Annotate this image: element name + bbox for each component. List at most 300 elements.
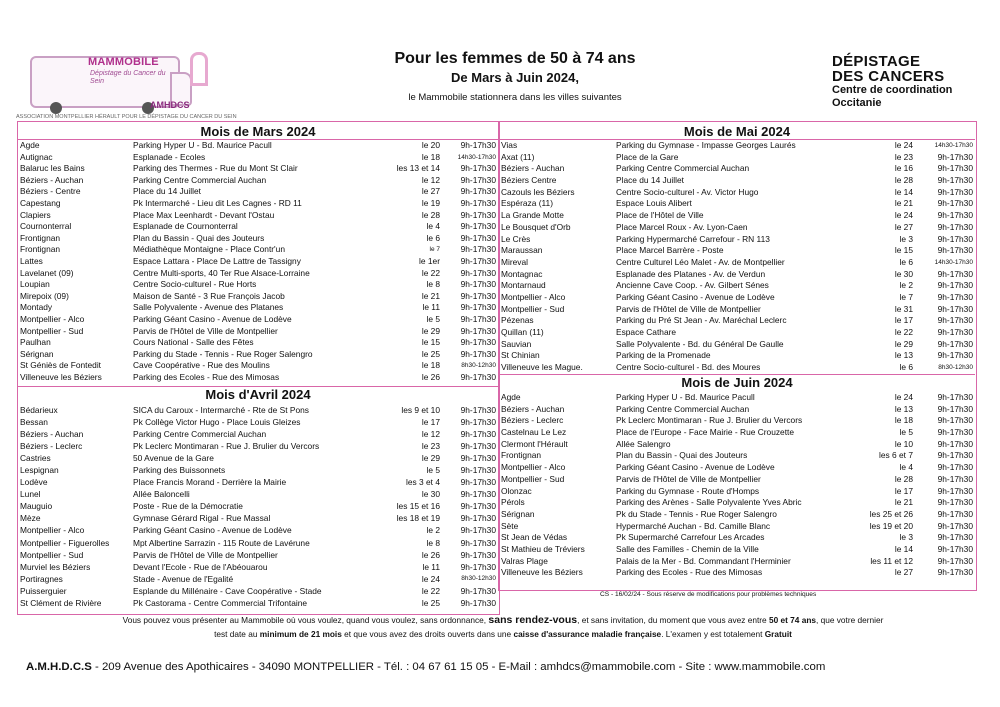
- cell-city: Lavelanet (09): [20, 267, 74, 278]
- cell-hours: 9h-17h30: [460, 290, 496, 301]
- cell-location: Place de l'Europe - Face Mairie - Rue Crouzette: [616, 427, 795, 438]
- cell-hours: 9h-17h30: [937, 473, 973, 484]
- cell-city: Balaruc les Bains: [20, 163, 85, 174]
- cell-location: Esplanade - Ecoles: [133, 151, 206, 162]
- cell-hours: 9h-17h30: [460, 441, 496, 452]
- cell-city: Loupian: [20, 279, 50, 290]
- cell-city: Montpellier - Sud: [20, 325, 84, 336]
- cell-location: Place Marcel Roux - Av. Lyon-Caen: [616, 221, 748, 232]
- cell-hours: 9h-17h30: [460, 453, 496, 464]
- cell-location: Espace Louis Alibert: [616, 198, 692, 209]
- cell-location: Plan du Bassin - Quai des Jouteurs: [616, 450, 748, 461]
- cell-date: le 7: [429, 246, 440, 254]
- cell-hours: 9h-17h30: [937, 280, 973, 291]
- cell-date: le 30: [894, 268, 913, 279]
- cell-date: le 24: [421, 573, 440, 584]
- cell-location: Centre Socio-culturel - Rue Horts: [133, 279, 257, 290]
- cell-location: Parking de la Promenade: [616, 350, 711, 361]
- cell-hours: 9h-17h30: [460, 417, 496, 428]
- cell-hours: 8h30-12h30: [461, 574, 496, 582]
- cell-hours: 9h-17h30: [937, 233, 973, 244]
- cell-hours: 9h-17h30: [460, 537, 496, 548]
- revision-note: CS - 16/02/24 - Sous réserve de modifications pour problèmes techniques: [600, 591, 817, 598]
- cell-date: le 11: [422, 561, 440, 572]
- cell-date: le 12: [421, 429, 440, 440]
- cell-city: Montady: [20, 302, 53, 313]
- cell-date: le 18: [421, 360, 440, 371]
- info-paragraph-line-2: test date au minimum de 21 mois et que vous avez des droits ouverts dans une caisse d'assurance maladie française. L'examen y est totalement Gratuit: [214, 629, 792, 639]
- cell-city: Montpellier - Alco: [20, 313, 85, 324]
- cell-city: Agde: [501, 392, 521, 402]
- cell-date: le 2: [426, 525, 440, 536]
- cell-location: Salle Polyvalente - Bd. du Général De Gaulle: [616, 338, 784, 349]
- cell-city: Valras Plage: [501, 555, 548, 566]
- cell-hours: 14h30-17h30: [457, 153, 496, 161]
- cell-city: Pézenas: [501, 315, 534, 326]
- cell-location: Pk Supermarché Carrefour Les Arcades: [616, 532, 765, 543]
- cell-location: Parking Centre Commercial Auchan: [133, 429, 267, 440]
- cell-city: Axat (11): [501, 151, 535, 162]
- cell-location: Centre Multi-sports, 40 Ter Rue Alsace-Lorraine: [133, 267, 310, 278]
- cell-location: Parking des Buissonnets: [133, 465, 226, 476]
- cell-date: le 28: [894, 175, 913, 186]
- cell-hours: 9h-17h30: [937, 338, 973, 349]
- cell-location: Palais de la Mer - Bd. Commandant l'Herminier: [616, 555, 791, 566]
- mai-title: Mois de Mai 2024: [683, 124, 791, 139]
- cell-date: les 3 et 4: [406, 477, 440, 488]
- cell-date: le 10: [894, 438, 913, 449]
- cell-location: Pk Castorama - Centre Commercial Trifontaine: [133, 597, 308, 608]
- cell-city: La Grande Motte: [501, 210, 564, 221]
- cell-city: Cazouls les Béziers: [501, 186, 575, 197]
- cell-date: le 6: [899, 256, 913, 267]
- cell-date: le 20: [421, 140, 440, 150]
- cell-date: le 27: [894, 221, 913, 232]
- cell-date: le 24: [894, 392, 913, 402]
- cell-date: les 19 et 20: [869, 520, 913, 531]
- cell-date: le 16: [894, 163, 913, 174]
- cell-location: Parking Géant Casino - Avenue de Lodève: [133, 525, 292, 536]
- cell-hours: 9h-17h30: [460, 561, 496, 572]
- cell-hours: 9h-17h30: [460, 174, 496, 185]
- cell-location: Parking du Gymnase - Route d'Homps: [616, 485, 760, 496]
- cell-location: Espace Cathare: [616, 327, 677, 337]
- cell-location: Maison de Santé - 3 Rue François Jacob: [133, 290, 285, 301]
- cell-city: Cournonterral: [20, 221, 72, 232]
- cell-location: Place du 14 Juillet: [133, 186, 201, 197]
- brand-line-2: DES CANCERS: [832, 68, 945, 85]
- cell-hours: 9h-17h30: [460, 302, 496, 313]
- cell-location: Parking Centre Commercial Auchan: [616, 403, 750, 414]
- cell-date: le 6: [426, 232, 440, 243]
- cell-date: le 17: [894, 315, 913, 326]
- cell-date: les 11 et 12: [870, 555, 913, 566]
- cell-city: Mirepoix (09): [20, 290, 69, 301]
- cell-date: le 15: [894, 245, 913, 256]
- cell-date: le 29: [421, 325, 440, 336]
- mammobile-logo: [16, 52, 237, 124]
- cell-date: le 7: [899, 291, 913, 302]
- cell-location: Plan du Bassin - Quai des Jouteurs: [133, 232, 265, 243]
- cell-hours: 9h-17h30: [460, 140, 496, 150]
- cell-city: Castelnau Le Lez: [501, 427, 567, 438]
- cell-date: le 17: [894, 485, 913, 496]
- cell-date: le 28: [894, 473, 913, 484]
- cell-date: le 3: [899, 233, 913, 244]
- cell-hours: 9h-17h30: [937, 151, 973, 162]
- cell-city: Frontignan: [20, 232, 61, 243]
- cell-city: St Géniès de Fontedit: [20, 360, 102, 371]
- cell-date: le 26: [421, 549, 440, 560]
- cell-location: Cours National - Salle des Fêtes: [133, 337, 254, 348]
- cell-date: les 13 et 14: [396, 163, 440, 174]
- cell-city: Béziers - Leclerc: [501, 415, 564, 426]
- cell-hours: 9h-17h30: [937, 427, 973, 438]
- cell-hours: 9h-17h30: [937, 175, 973, 186]
- cell-hours: 9h-17h30: [460, 279, 496, 290]
- cell-location: Place du 14 Juillet: [616, 175, 684, 186]
- info-paragraph-line-1: Vous pouvez vous présenter au Mammobile où vous voulez, quand vous voulez, sans ordonnance, sans rendez-vous, et sans invitation, du moment que vous avez entre 50 et 74 ans, que votre dernier: [122, 614, 884, 626]
- cell-date: le 4: [426, 221, 440, 232]
- cell-hours: 9h-17h30: [937, 497, 973, 508]
- brand-line-1: DÉPISTAGE: [832, 53, 921, 70]
- cell-hours: 9h-17h30: [460, 255, 496, 266]
- mars-title: Mois de Mars 2024: [200, 124, 316, 139]
- cell-date: le 5: [899, 427, 913, 438]
- cell-location: Espace Lattara - Place De Lattre de Tassigny: [133, 255, 301, 266]
- cell-date: le 25: [421, 597, 440, 608]
- cell-date: le 25: [421, 348, 440, 359]
- cell-hours: 9h-17h30: [460, 244, 496, 255]
- cell-date: le 21: [894, 497, 913, 508]
- cell-date: le 27: [894, 567, 913, 578]
- cell-hours: 9h-17h30: [937, 163, 973, 174]
- cell-date: le 22: [421, 585, 440, 596]
- cell-city: Mèze: [20, 513, 41, 524]
- cell-hours: 9h-17h30: [937, 186, 973, 197]
- cell-location: Parking des Ecoles - Rue des Mimosas: [133, 371, 280, 382]
- cell-location: Parking Centre Commercial Auchan: [616, 163, 750, 174]
- cell-city: Lunel: [20, 489, 41, 500]
- cell-location: Parking des Ecoles - Rue des Mimosas: [616, 567, 763, 578]
- cell-city: Montpellier - Sud: [501, 303, 565, 314]
- cell-location: Parking des Thermes - Rue du Mont St Clair: [133, 163, 298, 174]
- cell-date: le 31: [894, 303, 913, 314]
- cell-hours: 9h-17h30: [937, 221, 973, 232]
- cell-hours: 14h30-17h30: [934, 258, 973, 266]
- cell-city: Bessan: [20, 417, 48, 428]
- cell-date: le 22: [894, 327, 913, 337]
- cell-city: Frontignan: [501, 450, 542, 461]
- cell-city: St Jean de Védas: [501, 532, 568, 543]
- cell-location: Salle Polyvalente - Avenue des Platanes: [133, 302, 284, 313]
- cell-city: Montpellier - Figuerolles: [20, 537, 110, 548]
- cell-date: le 29: [421, 453, 440, 464]
- cell-hours: 9h-17h30: [937, 303, 973, 314]
- cell-location: Centre Culturel Léo Malet - Av. de Montpellier: [616, 256, 785, 267]
- cell-location: Parking Hyper U - Bd. Maurice Pacull: [133, 140, 272, 150]
- cell-hours: 9h-17h30: [460, 186, 496, 197]
- cell-hours: 9h-17h30: [460, 429, 496, 440]
- cell-date: le 11: [422, 302, 440, 313]
- cell-city: Quillan (11): [501, 327, 544, 337]
- cell-hours: 9h-17h30: [460, 501, 496, 512]
- cell-hours: 9h-17h30: [937, 462, 973, 473]
- cell-hours: 9h-17h30: [937, 555, 973, 566]
- cell-city: Béziers - Auchan: [501, 403, 565, 414]
- header-title: Pour les femmes de 50 à 74 ans: [394, 50, 636, 67]
- cell-city: Béziers - Auchan: [501, 163, 565, 174]
- cell-hours: 9h-17h30: [937, 291, 973, 302]
- cell-location: Parking Hyper U - Bd. Maurice Pacull: [616, 392, 755, 402]
- cell-hours: 9h-17h30: [460, 465, 496, 476]
- cell-date: le 24: [894, 140, 913, 150]
- cell-date: le 12: [421, 174, 440, 185]
- cell-date: le 18: [894, 415, 913, 426]
- cell-date: le 29: [894, 338, 913, 349]
- cell-city: Montpellier - Sud: [501, 473, 565, 484]
- header-subtitle: le Mammobile stationnera dans les villes suivantes: [408, 92, 622, 103]
- cell-city: Mireval: [501, 256, 528, 267]
- cell-hours: 9h-17h30: [937, 508, 973, 519]
- logo-acronym: AMHDCS: [150, 100, 190, 110]
- cell-hours: 8h30-12h30: [461, 362, 496, 370]
- cell-location: Parvis de l'Hôtel de Ville de Montpellier: [133, 325, 278, 336]
- cell-location: Parking du Stade - Tennis - Rue Roger Salengro: [133, 348, 313, 359]
- cell-city: Lodève: [20, 477, 48, 488]
- cell-date: le 14: [894, 543, 913, 554]
- cell-hours: 9h-17h30: [937, 450, 973, 461]
- logo-association: ASSOCIATION MONTPELLIER HÉRAULT POUR LE DÉPISTAGE DU CANCER DU SEIN: [16, 114, 237, 120]
- cell-hours: 9h-17h30: [937, 567, 973, 578]
- cell-city: Olonzac: [501, 485, 532, 496]
- cell-date: les 15 et 16: [396, 501, 440, 512]
- left-panel: [17, 121, 500, 615]
- cell-city: Sérignan: [20, 348, 54, 359]
- right-panel: [498, 121, 977, 591]
- cell-location: Parvis de l'Hôtel de Ville de Montpellier: [133, 549, 278, 560]
- cell-date: les 6 et 7: [879, 450, 913, 461]
- cell-city: Agde: [20, 140, 40, 150]
- cell-hours: 9h-17h30: [460, 348, 496, 359]
- cell-city: Montarnaud: [501, 280, 546, 291]
- cell-date: le 18: [421, 151, 440, 162]
- cell-city: Portiragnes: [20, 573, 63, 584]
- cell-location: Stade - Avenue de l'Egalité: [133, 573, 234, 584]
- cell-date: le 24: [894, 210, 913, 221]
- footer-address: - 209 Avenue des Apothicaires - 34090 MONTPELLIER - Tél. : 04 67 61 15 05 - E-Mail : amhdcs@mammobile.com - Site : www.mammobile.com: [91, 661, 826, 673]
- cell-location: Ancienne Cave Coop. - Av. Gilbert Sénes: [616, 280, 769, 291]
- cell-hours: 9h-17h30: [937, 543, 973, 554]
- cell-hours: 9h-17h30: [937, 392, 973, 402]
- cell-city: Frontignan: [20, 244, 61, 255]
- cell-hours: 14h30-17h30: [934, 142, 973, 149]
- cell-location: Parking du Pré St Jean - Av. Maréchal Leclerc: [616, 315, 787, 326]
- cell-location: Place Max Leenhardt - Devant l'Ostau: [133, 209, 275, 220]
- cell-city: Sérignan: [501, 508, 535, 519]
- cell-city: Mauguio: [20, 501, 53, 512]
- cell-date: le 8: [426, 537, 440, 548]
- cell-city: Pérols: [501, 497, 525, 508]
- cell-city: Montpellier - Alco: [20, 525, 85, 536]
- cell-location: Allée Baloncelli: [133, 489, 190, 500]
- cell-location: Hypermarché Auchan - Bd. Camille Blanc: [616, 520, 771, 531]
- cell-hours: 9h-17h30: [937, 327, 973, 337]
- cell-location: Parking Centre Commercial Auchan: [133, 174, 267, 185]
- cell-hours: 9h-17h30: [937, 485, 973, 496]
- cell-date: le 30: [421, 489, 440, 500]
- cell-date: le 22: [421, 267, 440, 278]
- cell-date: le 21: [421, 290, 440, 301]
- cell-hours: 9h-17h30: [937, 210, 973, 221]
- cell-city: Clapiers: [20, 209, 51, 220]
- cell-city: Villeneuve les Mague.: [501, 362, 583, 373]
- cell-hours: 9h-17h30: [460, 597, 496, 608]
- cell-location: Gymnase Gérard Rigal - Rue Massal: [133, 513, 271, 524]
- cell-location: Place Marcel Barrère - Poste: [616, 245, 724, 256]
- header-period: De Mars à Juin 2024,: [451, 70, 579, 85]
- cell-date: le 23: [421, 441, 440, 452]
- cell-location: Salle des Familles - Chemin de la Ville: [616, 543, 759, 554]
- cell-location: Cave Coopérative - Rue des Moulins: [133, 360, 270, 371]
- cell-city: Paulhan: [20, 337, 51, 348]
- logo-title: MAMMOBILE: [88, 56, 159, 68]
- cell-city: Béziers - Auchan: [20, 174, 84, 185]
- cell-city: Murviel les Béziers: [20, 561, 91, 572]
- cell-date: le 5: [426, 313, 440, 324]
- cell-date: le 13: [894, 403, 913, 414]
- cell-date: le 14: [894, 186, 913, 197]
- brand-logo: [832, 54, 952, 109]
- cell-hours: 9h-17h30: [937, 315, 973, 326]
- cell-date: le 5: [426, 465, 440, 476]
- cell-city: St Clément de Rivière: [20, 597, 102, 608]
- cell-city: Montagnac: [501, 268, 543, 279]
- cell-hours: 9h-17h30: [460, 477, 496, 488]
- cell-date: les 18 et 19: [396, 513, 440, 524]
- cell-city: Autignac: [20, 151, 53, 162]
- cell-hours: 9h-17h30: [937, 403, 973, 414]
- cell-city: Bédarieux: [20, 405, 58, 415]
- cell-city: Béziers - Centre: [20, 186, 81, 197]
- juin-title: Mois de Juin 2024: [681, 375, 793, 390]
- cell-hours: 9h-17h30: [460, 371, 496, 382]
- cell-date: le 27: [421, 186, 440, 197]
- cell-city: Sauvian: [501, 338, 532, 349]
- cell-location: Parking Géant Casino - Avenue de Lodève: [616, 462, 775, 473]
- cell-location: Parking Géant Casino - Avenue de Lodève: [133, 313, 292, 324]
- cell-hours: 9h-17h30: [937, 245, 973, 256]
- cell-hours: 9h-17h30: [460, 513, 496, 524]
- cell-hours: 9h-17h30: [460, 163, 496, 174]
- cell-location: Parking du Gymnase - Impasse Georges Laurés: [616, 140, 796, 150]
- cell-city: Montpellier - Sud: [20, 549, 84, 560]
- cell-city: Lespignan: [20, 465, 59, 476]
- cell-location: Pk Intermarché - Lieu dit Les Cagnes - RD 11: [133, 197, 302, 208]
- cell-location: Esplanade de Cournonterral: [133, 221, 238, 232]
- cell-hours: 9h-17h30: [460, 267, 496, 278]
- cell-city: Vias: [501, 140, 518, 150]
- cell-hours: 9h-17h30: [937, 198, 973, 209]
- brand-line-3: Centre de coordination: [832, 84, 953, 96]
- cell-date: le 15: [421, 337, 440, 348]
- cell-hours: 9h-17h30: [460, 325, 496, 336]
- cell-hours: 9h-17h30: [460, 221, 496, 232]
- cell-hours: 9h-17h30: [460, 525, 496, 536]
- cell-hours: 9h-17h30: [937, 415, 973, 426]
- cell-location: Parking Hypermarché Carrefour - RN 113: [616, 233, 770, 244]
- cell-date: les 25 et 26: [869, 508, 913, 519]
- avril-title: Mois d'Avril 2024: [205, 387, 311, 402]
- cell-location: SICA du Caroux - Intermarché - Rte de St Pons: [133, 405, 309, 415]
- cell-city: Lattes: [20, 255, 43, 266]
- cell-date: le 3: [899, 532, 913, 543]
- cell-hours: 9h-17h30: [937, 520, 973, 531]
- cell-hours: 9h-17h30: [460, 232, 496, 243]
- cell-city: Béziers - Leclerc: [20, 441, 83, 452]
- cell-location: Mpt Albertine Sarrazin - 115 Route de Lavérune: [133, 537, 310, 548]
- cell-city: Sète: [501, 520, 519, 531]
- cell-city: Castries: [20, 453, 51, 464]
- footer-org: A.M.H.D.C.S: [26, 661, 92, 673]
- cell-location: Allée Salengro: [616, 438, 671, 449]
- cell-hours: 9h-17h30: [460, 209, 496, 220]
- cell-city: Béziers - Auchan: [20, 429, 84, 440]
- cell-city: Montpellier - Alco: [501, 462, 566, 473]
- cell-date: le 1er: [419, 255, 440, 266]
- no-appointment-text: sans rendez-vous: [488, 614, 578, 626]
- cell-location: Pk Leclerc Montimaran - Rue J. Brulier du Vercors: [616, 415, 803, 426]
- cell-date: le 26: [421, 371, 440, 382]
- cell-location: Parking Géant Casino - Avenue de Lodève: [616, 291, 775, 302]
- cell-location: Place Francis Morand - Derrière la Mairie: [133, 477, 287, 488]
- cell-hours: 9h-17h30: [937, 268, 973, 279]
- cell-date: le 28: [421, 209, 440, 220]
- cell-hours: 9h-17h30: [460, 489, 496, 500]
- cell-city: Villeneuve les Béziers: [20, 371, 102, 382]
- cell-location: Pk Leclerc Montimaran - Rue J. Brulier du Vercors: [133, 441, 320, 452]
- cell-hours: 9h-17h30: [937, 438, 973, 449]
- cell-location: Place de la Gare: [616, 151, 679, 162]
- cell-city: St Mathieu de Tréviers: [501, 543, 585, 554]
- cell-location: Parvis de l'Hôtel de Ville de Montpellier: [616, 473, 761, 484]
- cell-location: Pk du Stade - Tennis - Rue Roger Salengro: [616, 508, 777, 519]
- cell-location: 50 Avenue de la Gare: [133, 453, 214, 464]
- cell-city: Villeneuve les Béziers: [501, 567, 583, 578]
- cell-location: Parvis de l'Hôtel de Ville de Montpellier: [616, 303, 761, 314]
- cell-location: Parking des Arènes - Salle Polyvalente Yves Abric: [616, 497, 802, 508]
- cell-location: Pk Collège Victor Hugo - Place Louis Gleizes: [133, 417, 301, 428]
- cell-location: Centre Socio-culturel - Bd. des Moures: [616, 362, 761, 373]
- cell-city: Le Bousquet d'Orb: [501, 221, 571, 232]
- cell-date: le 8: [426, 279, 440, 290]
- cell-hours: 9h-17h30: [937, 350, 973, 361]
- cell-location: Place de l'Hôtel de Ville: [616, 210, 704, 221]
- cell-date: le 4: [899, 462, 913, 473]
- cell-hours: 9h-17h30: [460, 197, 496, 208]
- cell-city: Espéraza (11): [501, 198, 553, 209]
- cell-date: le 6: [899, 362, 913, 373]
- cell-hours: 9h-17h30: [460, 585, 496, 596]
- cell-city: Capestang: [20, 197, 61, 208]
- cell-city: Montpellier - Alco: [501, 291, 566, 302]
- brand-line-4: Occitanie: [832, 97, 882, 109]
- cell-date: le 23: [894, 151, 913, 162]
- cell-date: les 9 et 10: [401, 405, 440, 415]
- cell-location: Médiathèque Montaigne - Place Contr'un: [133, 244, 285, 255]
- cell-date: le 21: [894, 198, 913, 209]
- cell-hours: 8h30-12h30: [938, 364, 973, 372]
